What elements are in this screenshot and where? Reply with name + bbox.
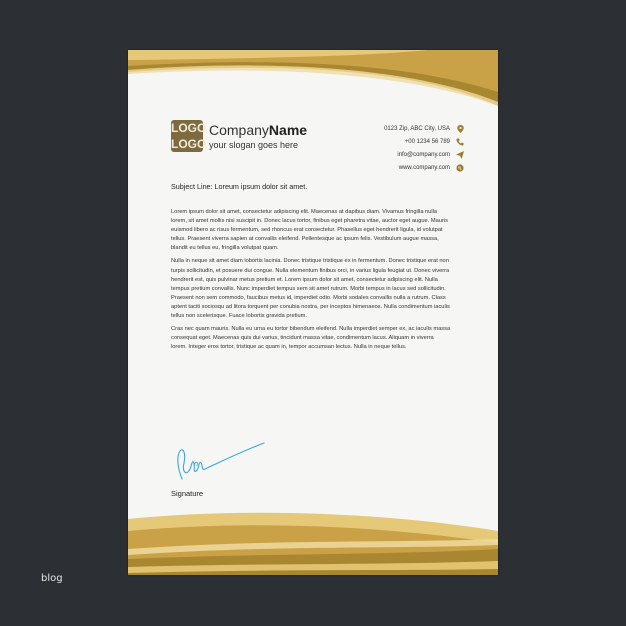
company-name-light: Company — [209, 122, 269, 138]
body-paragraph: Nulla in neque sit amet diam lobortis lacinia. Donec tristique tristique ex in fermentum. Donec tristique erat non turpis sollicitudin, et posuere dui congue. Nulla elementum finibus orci, in varius ligula feugiat ut. Donec viverra hendrerit est, quis pulvinar metus pretium et. Lorem ipsum dolor sit amet, consectetur adipiscing elit. Nulla tempus pretium convallis. Nunc imperdiet tempus sem sit amet rutrum. Morbi tempus in lacus sed sollicitudin. Praesent non sem commodo, faucibus metus id, imperdiet odio. Morbi sodales convallis nulla a rutrum. Class aptent taciti sociosqu ad litora torquent per conubia nostra, per inceptos himenaeos. Nulla condimentum iaculis tellus non scelerisque. Fuace lobortis gravida pretium. — [171, 258, 450, 320]
company-slogan: your slogan goes here — [209, 140, 299, 150]
logo-tile: GO — [187, 121, 207, 135]
contact-website — [384, 161, 464, 174]
logo-tile: LO — [171, 137, 188, 151]
company-text — [209, 122, 307, 150]
footer-gold-wave — [128, 509, 498, 575]
contact-email-text: info@company.com — [397, 151, 450, 158]
company-logo-block — [171, 120, 307, 152]
body-paragraph: Cras nec quam mauris. Nulla eu urna eu tortor bibendum eleifend. Nulla imperdiet semper ex, ac iaculis massa consequat eget. Maecenas quis dui varius, tincidunt massa vitae, condimentum lacus. Aliquam in viverra lorem. Integer eros tortor, tristique ac quam in, tempor accumsan lectus. Nulla in neque tellus. — [171, 326, 451, 351]
send-icon — [456, 151, 464, 159]
signature-label: Signature — [171, 489, 204, 498]
body-paragraph: Lorem ipsum dolor sit amet, consectetur adipiscing elit. Maecenas at dapibus diam. Vivamus fringilla nulla lorem, sit amet mollis nisi suscipit in. Donec lacus tortor, finibus eget pharetra vitae, auctor eget augue. Mauris euismod libero ac risus fermentum, sed rhoncus erat consectetur. Phasellus eget hendrerit ligula, id volutpat tellus. Praesent viverra sapien at convallis eleifend. Pellentesque ac ipsum felis. Vestibulum augue massa, blandit eu tellus eu, fringilla volutpat quam. — [171, 209, 448, 252]
logo-mark — [171, 120, 207, 152]
phone-icon — [456, 138, 464, 146]
blog-label: blog — [41, 573, 63, 584]
handwritten-signature — [168, 435, 268, 485]
contact-email — [384, 148, 464, 161]
header-gold-wave — [128, 50, 498, 112]
location-pin-icon — [456, 125, 464, 133]
globe-icon — [456, 164, 464, 172]
contact-phone-text: +00 1234 56 789 — [404, 138, 450, 145]
contact-phone — [384, 135, 464, 148]
logo-tile: GO — [187, 137, 207, 151]
letter-body — [171, 208, 451, 356]
logo-tile: LO — [171, 121, 188, 135]
company-name — [209, 122, 307, 138]
contact-website-text: www.company.com — [398, 164, 450, 171]
letterhead-page — [128, 50, 498, 575]
company-name-bold: Name — [268, 122, 308, 138]
contact-address-text: 0123 Zip, ABC City, USA — [384, 125, 450, 132]
contact-address — [384, 122, 464, 135]
contact-info — [384, 122, 464, 174]
subject-line: Subject Line: Loreum ipsum dolor sit amet. — [171, 182, 308, 191]
